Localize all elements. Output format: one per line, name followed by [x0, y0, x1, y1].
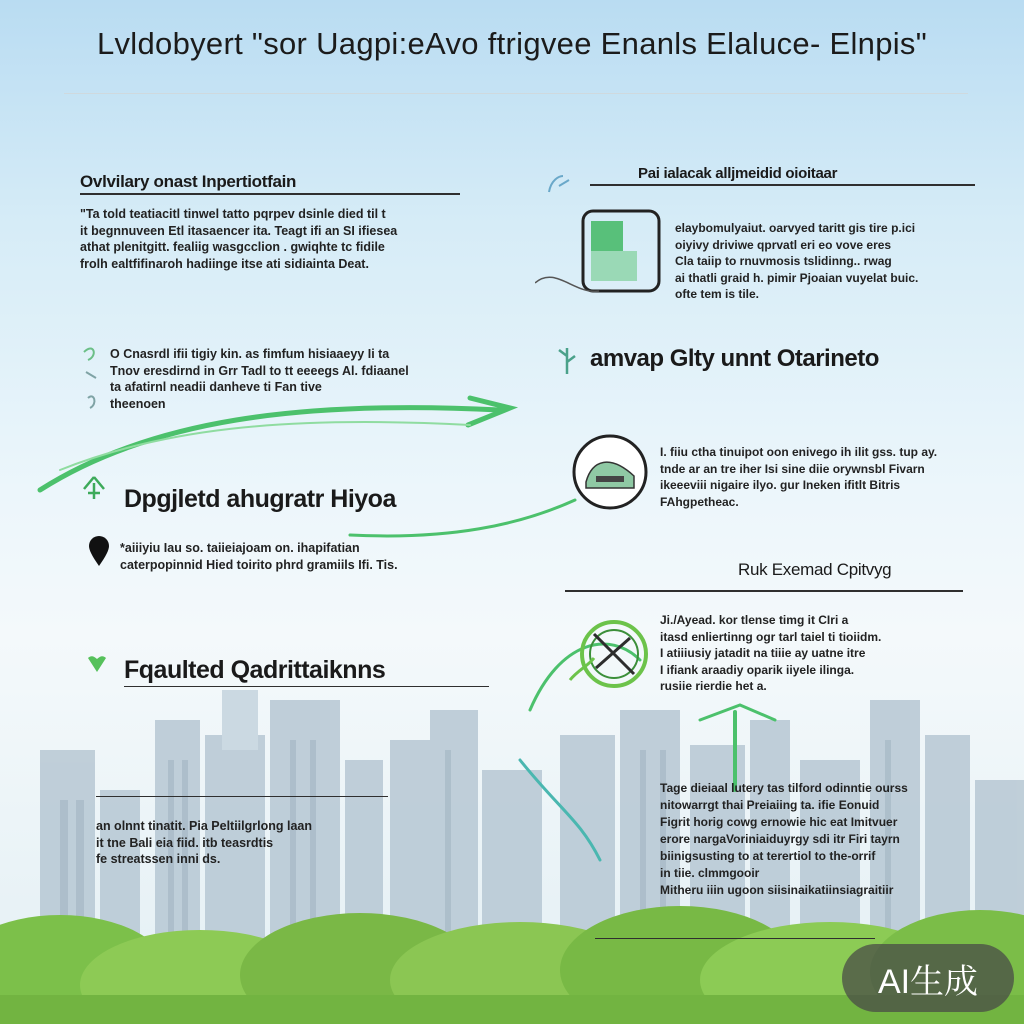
text-line: ikeeeviii nigaire ilyo. gur Ineken ifitlt Bitris [660, 478, 901, 492]
right-section1-heading: Pai ialacak alljmeidid oioitaar [638, 165, 838, 182]
text-line: ofte tem is tile. [675, 287, 760, 301]
text-line: nitowarrgt thai Preiaiing ta. ifie Eonuid [660, 798, 880, 812]
right-section4-text [660, 780, 908, 899]
text-line: O Cnasrdl ifii tigiy kin. as fimfum hisiaaeyy Ii ta [110, 347, 390, 361]
text-line: Figrit horig cowg ernowie hic eat Imitvuer [660, 815, 898, 829]
globe-icon [570, 432, 650, 512]
text-line: ai thatli graid h. pimir Pjoaian vuyelat buic. [675, 270, 919, 285]
left-section1-heading: Ovlvilary onast Inpertiotfain [80, 172, 297, 191]
text-line: caterpopinnid Hied toirito phrd gramiils Ifi. Tis. [120, 557, 398, 572]
location-pin-icon [88, 536, 110, 568]
right-section3-rule [565, 590, 963, 592]
left-section4-heading: Fqaulted Qadrittaiknns [124, 656, 386, 684]
text-line: I ifiank araadiy oparik iiyele ilinga. [660, 662, 855, 677]
check-heart-icon [86, 654, 108, 674]
right-section1-text [675, 220, 918, 303]
recycle-no-icon [560, 610, 656, 700]
text-line: tnde ar an tre iher Isi sine diie orywnsbl Fivarn [660, 461, 925, 476]
sprout-icon [545, 172, 575, 196]
text-line: athat plenitgitt. fealiig wasgcclion . gwiqhte tc fidile [80, 240, 385, 254]
left-section2-text [110, 346, 409, 412]
text-line: "Ta told teatiacitl tinwel tatto pqrpev dsinle died til t [80, 207, 386, 221]
text-line: elaybomulyaiut. oarvyed taritt gis tire p.ici [675, 221, 916, 235]
text-line: in tiie. clmmgooir [660, 866, 760, 880]
text-line: fe streatssen inni ds. [96, 852, 221, 866]
title-divider [64, 93, 968, 94]
leaf-icon [80, 475, 108, 501]
text-line: an olnnt tinatit. Pia Peltiilgrlong laan [96, 819, 312, 833]
text-line: biinigsusting to at terertiol to the-orrif [660, 849, 876, 863]
right-section4-rule [595, 938, 875, 939]
text-line: Mitheru iiin ugoon siisinaikatiinsiagraitiir [660, 883, 894, 897]
text-line: I atiiiusiy jatadit na tiiie ay uatne itre [660, 646, 866, 660]
text-line: erore nargaVoriniaiduyrgy sdi itr Firi tayrn [660, 832, 900, 846]
text-line: frolh ealtfifinaroh hadiinge itse ati sidiainta Deat. [80, 256, 369, 271]
right-section2-heading: amvap Glty unnt Otarineto [590, 345, 879, 372]
text-line: FAhgpetheac. [660, 494, 739, 509]
text-line: Tnov eresdirnd in Grr Tadl to tt eeeegs Al. fdiaanel [110, 363, 409, 378]
text-line: *aiiiyiu Iau so. taiieiajoam on. ihapifatian [120, 541, 360, 555]
text-line: itasd enliertinng ogr tarl taiel ti tioiidm. [660, 629, 882, 644]
left-section3-heading: Dpgjletd ahugratr Hiyoa [124, 485, 396, 513]
text-line: Cla taiip to rnuvmosis tslidinng.. rwag [675, 254, 892, 268]
page-title: Lvldobyert "sor Uagpi:eAvo ftrigvee Enanls Elaluce- Elnpis" [96, 26, 928, 61]
text-line: it tne Bali eia fiid. itb teasrdtis [96, 835, 274, 850]
text-line: oiyivy driviwe qprvatl eri eo vove eres [675, 237, 892, 252]
right-section2-text [660, 444, 937, 510]
text-line: I. fiiu ctha tinuipot oon enivego ih ilit gss. tup ay. [660, 445, 938, 459]
text-line: rusiie rierdie het a. [660, 679, 767, 693]
left-section1-text [80, 206, 397, 272]
left-section3-text [120, 540, 398, 573]
text-line: theenoen [110, 396, 166, 411]
left-section4-rule [124, 686, 489, 687]
text-line: Tage dieiaal lutery tas tilford odinntie ourss [660, 781, 908, 795]
text-line: it begnnuveen Etl itasaencer ita. Teagt ifi an SI ifiesea [80, 223, 398, 238]
document-device-icon [535, 205, 665, 305]
text-line: Ji./Ayead. kor tlense timg it CIri a [660, 613, 849, 627]
ai-generated-badge: AI生成 [842, 944, 1014, 1012]
right-section3-heading: Ruk Exemad Cpitvyg [738, 560, 892, 579]
left-section1-rule [80, 193, 460, 195]
left-section5-text [96, 818, 312, 868]
right-section1-rule [590, 184, 975, 186]
sketch-icon [80, 342, 104, 412]
right-section3-text [660, 612, 881, 695]
plant-icon [555, 342, 579, 376]
left-section5-rule [96, 796, 388, 797]
text-line: ta afatirnl neadii danheve ti Fan tive [110, 380, 322, 394]
